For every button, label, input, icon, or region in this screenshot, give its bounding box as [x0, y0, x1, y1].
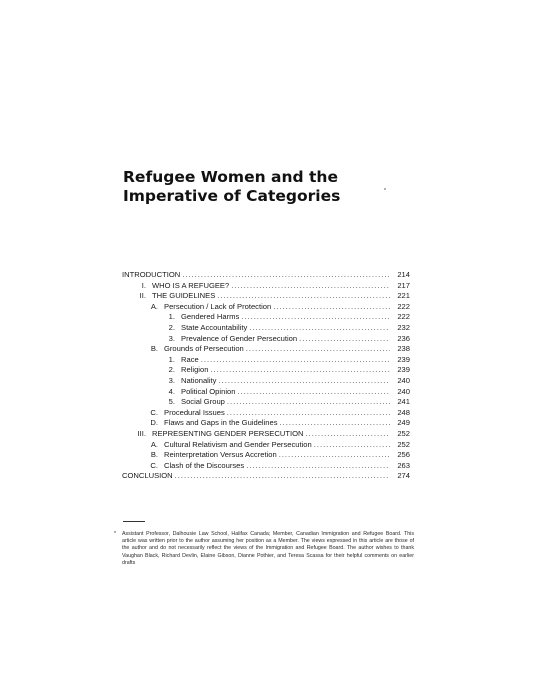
toc-entry-page: 252: [397, 439, 410, 449]
toc-dot-leader: [246, 461, 390, 472]
toc-entry: [122, 312, 410, 323]
toc-entry-page: 221: [397, 291, 410, 301]
toc-entry-label: Political Opinion: [181, 386, 236, 396]
toc-entry: [122, 344, 410, 355]
toc-entry-number: B.: [150, 344, 158, 354]
toc-entry-label: State Accountability: [181, 322, 248, 332]
toc-entry-page: 217: [397, 280, 410, 290]
toc-entry-page: 249: [397, 418, 410, 428]
toc-entry-number: A.: [150, 301, 158, 311]
toc-entry-page: 240: [397, 386, 410, 396]
toc-entry-number: D.: [150, 418, 158, 428]
toc-entry-label: THE GUIDELINES: [152, 291, 216, 301]
toc-entry: [122, 291, 410, 302]
toc-entry-number: 1.: [168, 354, 175, 364]
toc-entry: [122, 429, 410, 440]
toc-entry-number: 1.: [168, 312, 175, 322]
toc-entry-label: Clash of the Discourses: [164, 460, 245, 470]
toc-entry-page: 238: [397, 344, 410, 354]
toc-entry: [122, 387, 410, 398]
toc-dot-leader: [237, 387, 390, 398]
toc-entry-label: Race: [181, 354, 199, 364]
toc-entry-label: Cultural Relativism and Gender Persecution: [164, 439, 312, 449]
toc-entry-label: CONCLUSION: [122, 471, 173, 481]
toc-entry-number: C.: [150, 460, 158, 470]
toc-entry-page: 240: [397, 375, 410, 385]
toc-entry-number: II.: [139, 291, 146, 301]
toc-entry-number: C.: [150, 407, 158, 417]
toc-entry-page: 256: [397, 450, 410, 460]
toc-entry-label: Reinterpretation Versus Accretion: [164, 450, 277, 460]
toc-dot-leader: [314, 440, 390, 451]
toc-entry-number: 2.: [168, 322, 175, 332]
footnote: [114, 531, 414, 567]
toc-dot-leader: [227, 397, 390, 408]
toc-entry: [122, 440, 410, 451]
toc-dot-leader: [175, 471, 390, 482]
toc-entry-number: A.: [150, 439, 158, 449]
toc-dot-leader: [210, 365, 390, 376]
toc-entry: [122, 323, 410, 334]
toc-entry-page: 232: [397, 322, 410, 332]
toc-dot-leader: [182, 270, 390, 281]
stray-mark: [384, 188, 386, 190]
toc-entry: [122, 355, 410, 366]
toc-entry: [122, 418, 410, 429]
toc-dot-leader: [201, 355, 390, 366]
toc-entry-label: Religion: [181, 365, 209, 375]
toc-dot-leader: [227, 408, 390, 419]
toc-entry: [122, 270, 410, 281]
toc-entry-page: 263: [397, 460, 410, 470]
toc-entry-number: B.: [150, 450, 158, 460]
toc-entry: [122, 376, 410, 387]
toc-entry-label: Social Group: [181, 397, 225, 407]
toc-entry-label: Grounds of Persecution: [164, 344, 244, 354]
toc-entry-number: I.: [141, 280, 146, 290]
toc-entry-page: 222: [397, 301, 410, 311]
toc-dot-leader: [273, 302, 390, 313]
toc-dot-leader: [218, 376, 390, 387]
toc-entry-label: REPRESENTING GENDER PERSECUTION: [152, 428, 304, 438]
toc-dot-leader: [279, 450, 390, 461]
toc-entry: [122, 302, 410, 313]
toc-entry-label: INTRODUCTION: [122, 270, 181, 279]
toc-dot-leader: [249, 323, 390, 334]
toc-entry-label: Procedural Issues: [164, 407, 225, 417]
toc-entry-label: Flaws and Gaps in the Guidelines: [164, 418, 278, 428]
toc-dot-leader: [231, 281, 390, 292]
toc-dot-leader: [280, 418, 390, 429]
toc-entry-page: 248: [397, 407, 410, 417]
article-title: [123, 168, 423, 206]
toc-entry-number: III.: [137, 428, 146, 438]
toc-entry: [122, 334, 410, 345]
toc-entry-page: 236: [397, 333, 410, 343]
article-title-line-2: Imperative of Categories: [123, 187, 341, 205]
toc-entry-page: 252: [397, 428, 410, 438]
footnote-mark: *: [114, 531, 117, 537]
toc-entry: [122, 408, 410, 419]
toc-entry-page: 222: [397, 312, 410, 322]
toc-entry-page: 239: [397, 354, 410, 364]
toc-dot-leader: [217, 291, 390, 302]
footnote-rule: [123, 521, 145, 522]
toc-entry-number: 4.: [168, 386, 175, 396]
footnote-text: Assistant Professor, Dalhousie Law School, Halifax Canada; Member, Canadian Immigration and Refugee Board. This article was written prior to the author assuming her position as a Member. The views expressed in this article are those of the author and do not necessarily reflect the views of the Immigration and Refugee Board. The author wishes to thank Vaughan Black, Richard Devlin, Elaine Gibson, Dianne Pothier, and Teresa Scassa for their helpful comments on earlier drafts: [122, 531, 414, 566]
toc-entry-number: 2.: [168, 365, 175, 375]
toc-dot-leader: [299, 334, 390, 345]
toc-entry: [122, 471, 410, 482]
toc-dot-leader: [305, 429, 390, 440]
toc-entry: [122, 281, 410, 292]
toc-entry-label: Persecution / Lack of Protection: [164, 301, 272, 311]
article-title-line-1: Refugee Women and the: [123, 168, 338, 186]
toc-entry-page: 274: [397, 471, 410, 481]
toc-entry-page: 241: [397, 397, 410, 407]
toc-entry: [122, 365, 410, 376]
toc-entry-number: 3.: [168, 333, 175, 343]
toc-entry: [122, 397, 410, 408]
toc-entry-label: WHO IS A REFUGEE?: [152, 280, 230, 290]
toc-entry-label: Nationality: [181, 375, 217, 385]
toc-entry-label: Prevalence of Gender Persecution: [181, 333, 298, 343]
toc-entry-page: 239: [397, 365, 410, 375]
toc-entry-page: 214: [397, 270, 410, 279]
toc-dot-leader: [241, 312, 390, 323]
toc-entry-label: Gendered Harms: [181, 312, 240, 322]
toc-entry-number: 3.: [168, 375, 175, 385]
toc-dot-leader: [246, 344, 390, 355]
table-of-contents: [122, 270, 410, 482]
toc-entry: [122, 450, 410, 461]
toc-entry: [122, 461, 410, 472]
toc-entry-number: 5.: [168, 397, 175, 407]
